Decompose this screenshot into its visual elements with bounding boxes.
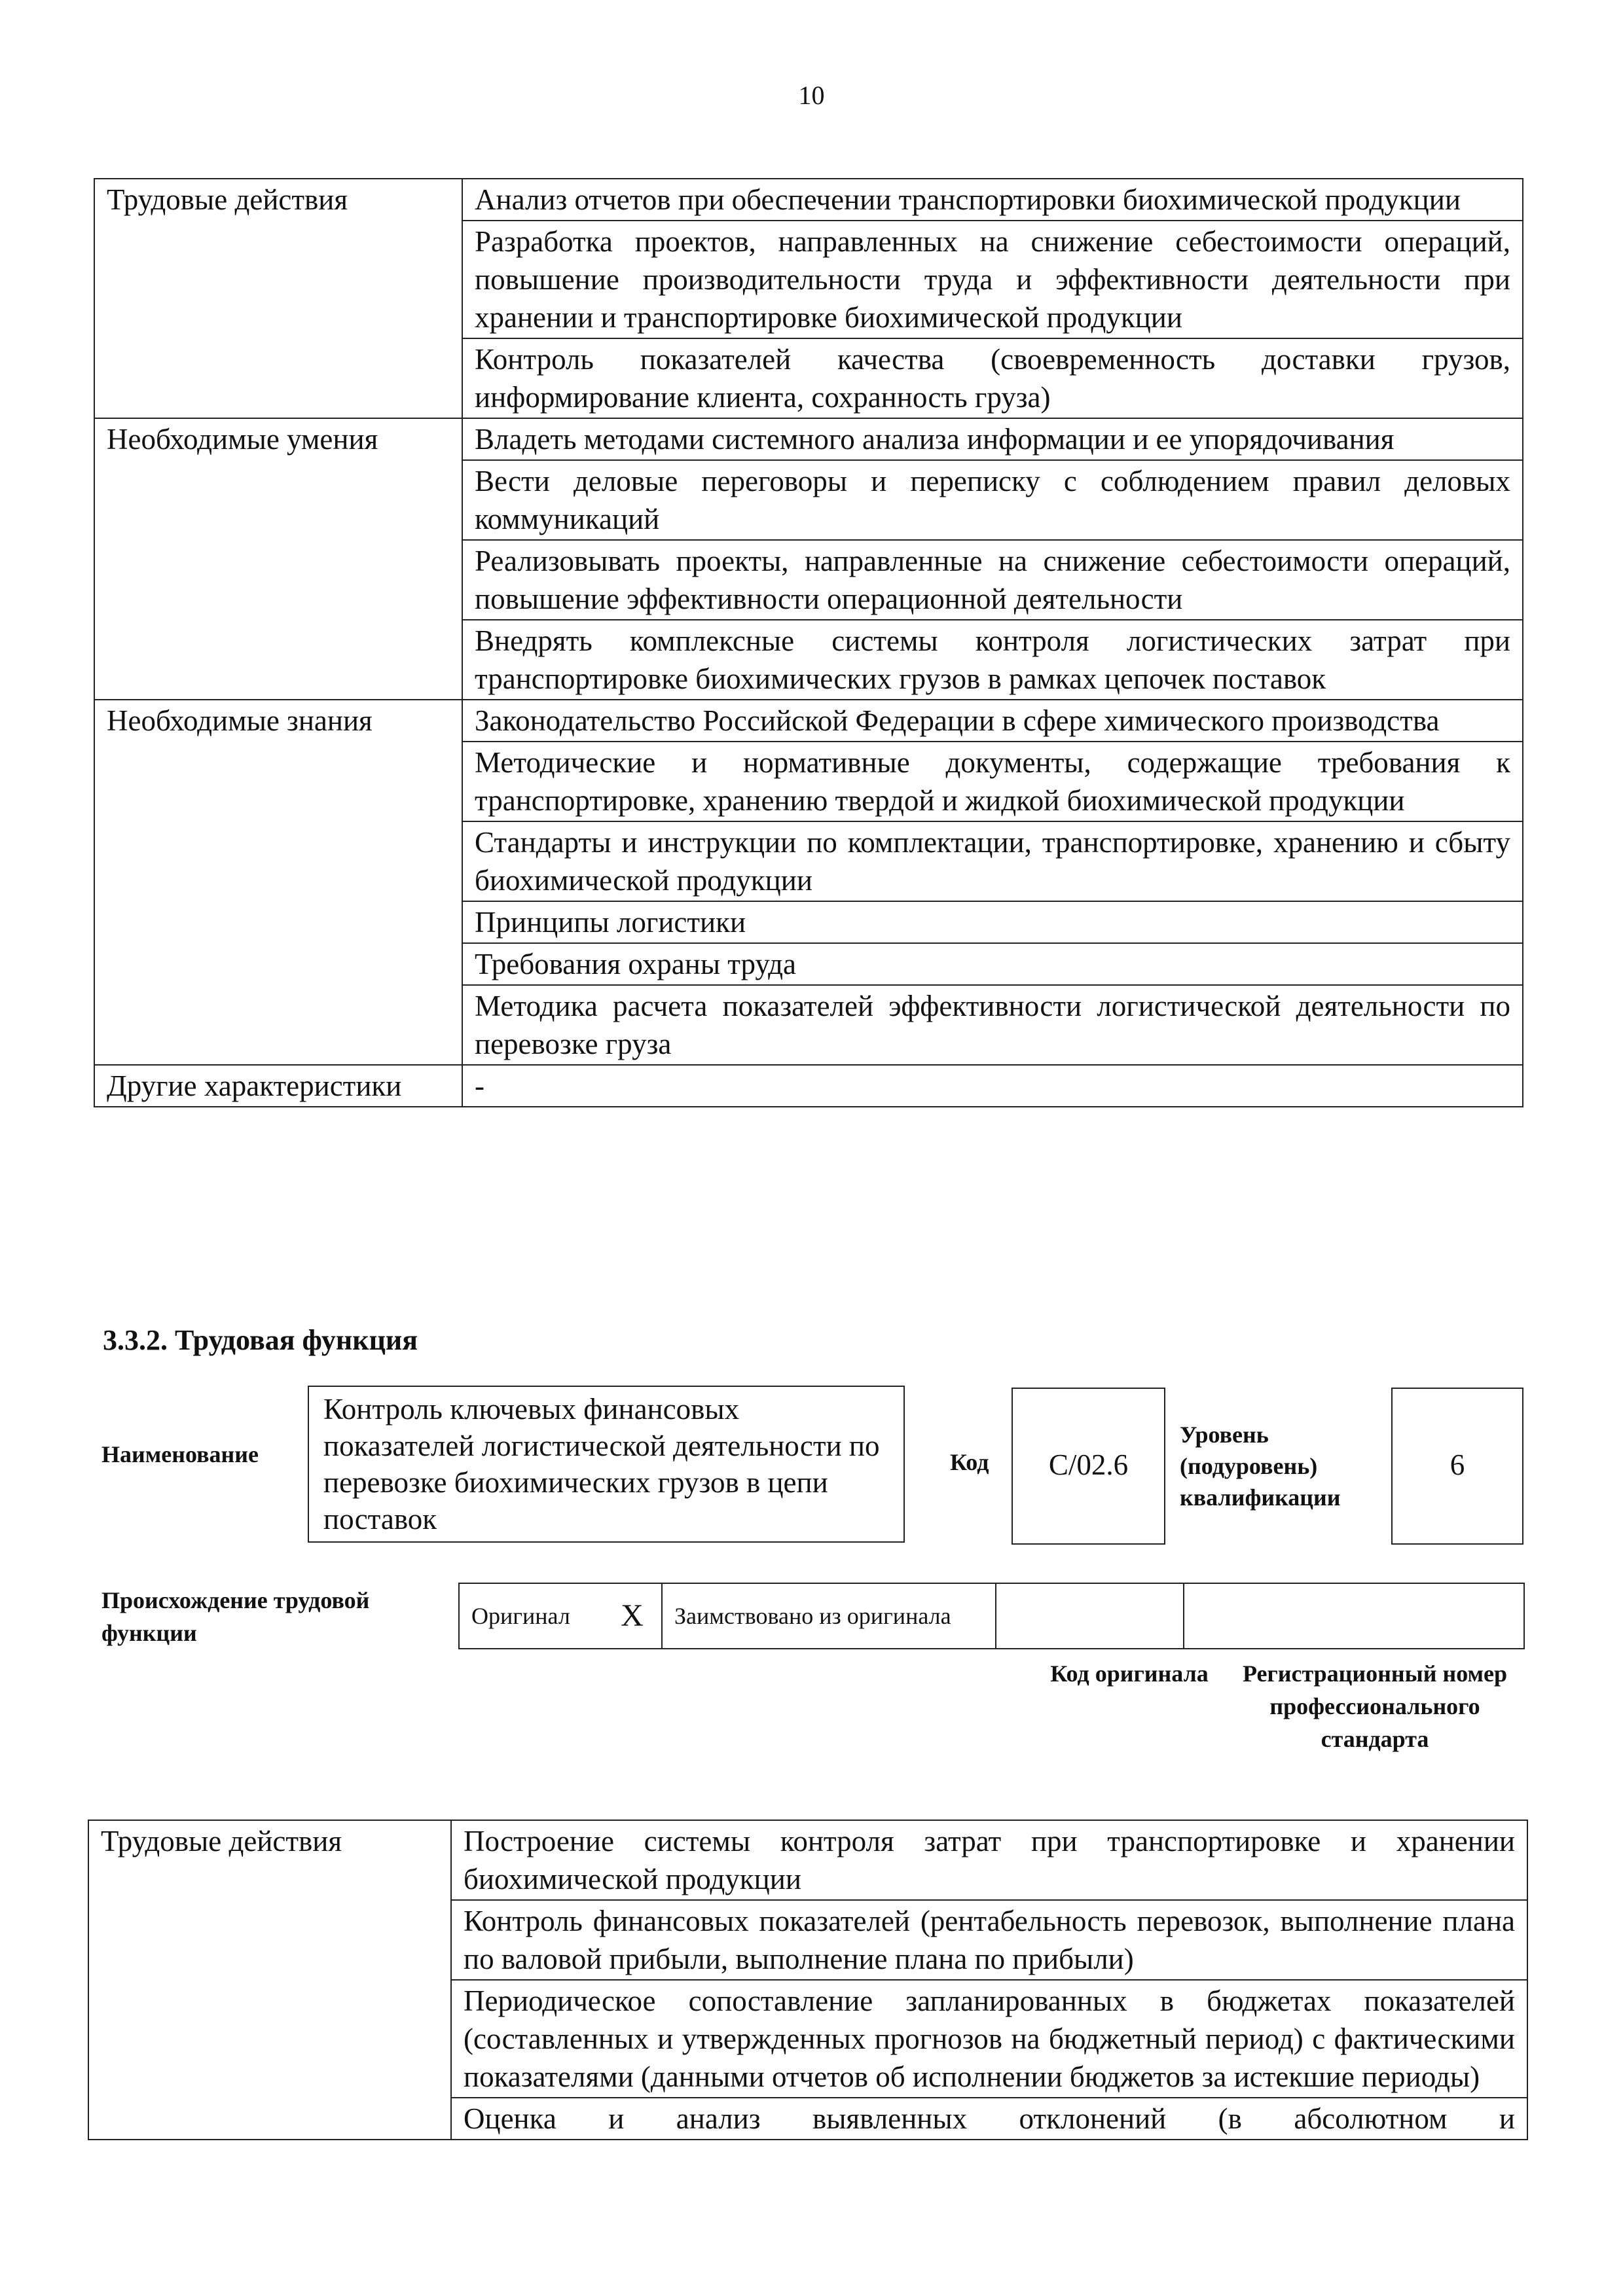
table-cell: Вести деловые переговоры и переписку с соблюдением правил деловых коммуникаций (462, 460, 1523, 540)
table-cell: Принципы логистики (462, 901, 1523, 943)
section-title: 3.3.2. Трудовая функция (103, 1324, 418, 1356)
table-cell: Методика расчета показателей эффективности логистической деятельности по перевозке груза (462, 985, 1523, 1065)
origin-table (458, 1583, 1525, 1649)
work-actions-table (88, 1820, 1528, 2140)
origin-original-label: Оригинал (459, 1583, 603, 1649)
origin-reg-number-cell (1184, 1583, 1524, 1649)
row-label-other-characteristics: Другие характеристики (94, 1065, 462, 1107)
level-label: Уровень (подуровень) квалификации (1180, 1422, 1341, 1511)
code-value: С/02.6 (1048, 1448, 1129, 1481)
table-cell: Построение системы контроля затрат при транспортировке и хранении биохимической продукции (451, 1820, 1527, 1900)
table-cell: Контроль показателей качества (своевременность доставки грузов, информирование клиента, сохранность груза) (462, 338, 1523, 418)
table-cell: Владеть методами системного анализа информации и ее упорядочивания (462, 418, 1523, 460)
code-original-caption: Код оригинала (1050, 1660, 1209, 1687)
row-label-required-skills: Необходимые умения (94, 418, 462, 700)
table-cell: Разработка проектов, направленных на снижение себестоимости операций, повышение производительности труда и эффективности деятельности при хранении и транспортировке биохимической продукции (462, 221, 1523, 338)
table-cell: Внедрять комплексные системы контроля логистических затрат при транспортировке биохимических грузов в рамках цепочек поставок (462, 620, 1523, 700)
name-label: Наименование (101, 1441, 259, 1467)
table-row (94, 418, 1523, 460)
table-cell: Анализ отчетов при обеспечении транспортировки биохимической продукции (462, 179, 1523, 221)
page-number: 10 (798, 81, 825, 110)
origin-borrowed-label: Заимствовано из оригинала (662, 1583, 996, 1649)
level-value: 6 (1450, 1448, 1465, 1481)
row-label-required-knowledge: Необходимые знания (94, 700, 462, 1065)
origin-code-cell (996, 1583, 1184, 1649)
table-row (94, 1065, 1523, 1107)
table-cell: Методические и нормативные документы, содержащие требования к транспортировке, хранению твердой и жидкой биохимической продукции (462, 742, 1523, 821)
name-value-box (308, 1386, 905, 1543)
table-cell: Периодическое сопоставление запланированных в бюджетах показателей (составленных и утвержденных прогнозов на бюджетный период) с фактическими показателями (данными отчетов об исполнении бюджетов за истекшие периоды) (451, 1980, 1527, 2098)
table-row (94, 700, 1523, 742)
level-value-box (1391, 1388, 1523, 1545)
row-label-work-actions: Трудовые действия (94, 179, 462, 418)
table-row (94, 179, 1523, 221)
row-label-work-actions: Трудовые действия (88, 1820, 451, 2140)
table-cell: - (462, 1065, 1523, 1107)
work-function-table (94, 178, 1523, 1107)
table-cell: Стандарты и инструкции по комплектации, транспортировке, хранению и сбыту биохимической продукции (462, 821, 1523, 901)
origin-label: Происхождение трудовой функции (101, 1587, 370, 1646)
function-name: Контроль ключевых финансовых показателей логистической деятельности по перевозке биохимических грузов в цепи поставок (323, 1393, 880, 1535)
reg-number-caption: Регистрационный номер профессионального стандарта (1242, 1660, 1508, 1752)
table-cell: Оценка и анализ выявленных отклонений (в абсолютном и (451, 2098, 1527, 2140)
table-cell: Реализовывать проекты, направленные на снижение себестоимости операций, повышение эффективности операционной деятельности (462, 540, 1523, 620)
table-row (88, 1820, 1527, 1900)
table-cell: Требования охраны труда (462, 943, 1523, 985)
code-label: Код (950, 1449, 989, 1475)
table-cell: Контроль финансовых показателей (рентабельность перевозок, выполнение плана по валовой прибыли, выполнение плана по прибыли) (451, 1900, 1527, 1980)
table-cell: Законодательство Российской Федерации в сфере химического производства (462, 700, 1523, 742)
code-value-box (1012, 1388, 1165, 1545)
origin-original-mark: X (603, 1583, 662, 1649)
